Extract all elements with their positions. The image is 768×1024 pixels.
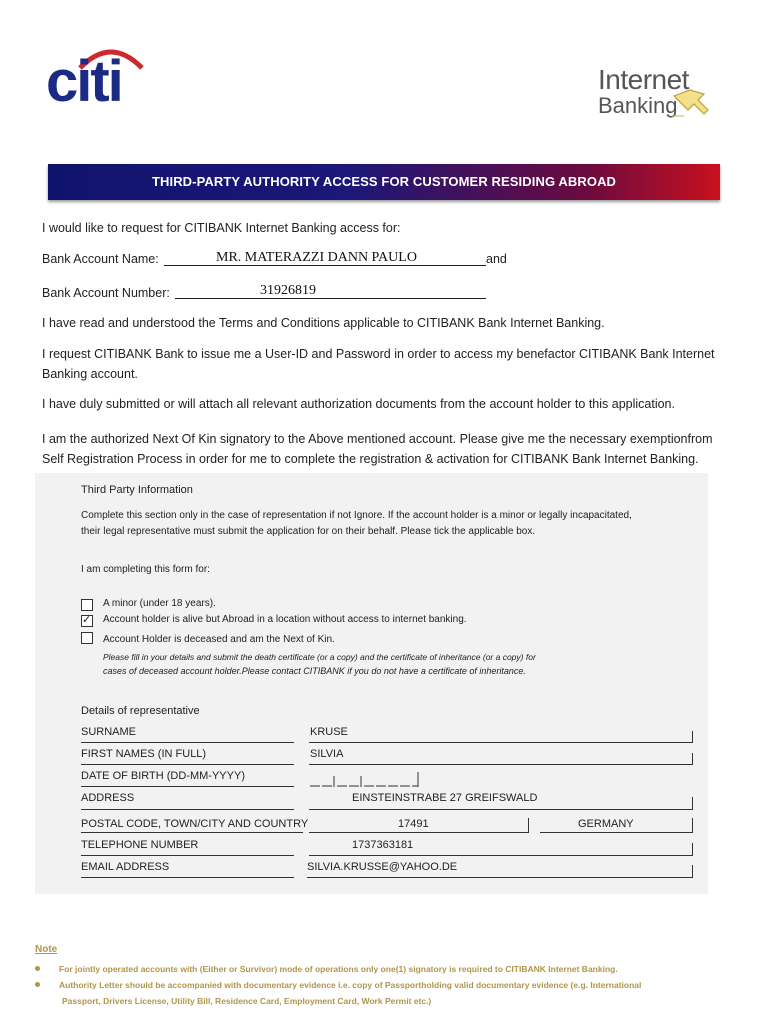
account-number-label: Bank Account Number: (42, 286, 170, 300)
next-of-kin-paragraph-line1: I am the authorized Next Of Kin signatory to the Above mentioned account. Please give me the necessary exemptionfrom (42, 432, 713, 446)
account-number-underline (175, 298, 486, 299)
surname-tick (692, 731, 693, 743)
address-label: ADDRESS (81, 792, 135, 804)
postal-code-tick (528, 818, 529, 833)
note-title: Note (35, 944, 58, 955)
country-value[interactable]: GERMANY (578, 818, 634, 830)
postal-code-line (309, 832, 528, 833)
email-tick (692, 865, 693, 878)
internet-banking-line1: Internet (598, 64, 689, 95)
next-of-kin-paragraph-line2: Self Registration Process in order for me to complete the registration & activation for CITIBANK Bank Internet Banking. (42, 452, 699, 466)
internet-banking-line2: Banking (598, 93, 678, 118)
account-name-label: Bank Account Name: (42, 252, 159, 266)
checkmark-icon: ✓ (82, 614, 92, 626)
telephone-value[interactable]: 1737363181 (352, 839, 414, 851)
address-tick (692, 797, 693, 810)
minor-checkbox[interactable] (81, 599, 93, 611)
deceased-note-line1: Please fill in your details and submit the death certificate (or a copy) and the certificate of inheritance (or a copy) for (103, 652, 536, 662)
account-name-value: MR. MATERAZZI DANN PAULO (216, 250, 417, 265)
third-party-desc-line2: their legal representative must submit the application for on their behalf. Please tick the applicable box. (81, 526, 536, 537)
deceased-option-label: Account Holder is deceased and am the Next of Kin. (103, 634, 335, 645)
note-item-2: Authority Letter should be accompanied with documentary evidence i.e. copy of Passportholding valid documentary evidence (e.g. International (59, 980, 642, 990)
request-line: I would like to request for CITIBANK Internet Banking access for: (42, 221, 401, 235)
surname-label: SURNAME (81, 726, 137, 738)
email-label: EMAIL ADDRESS (81, 861, 170, 873)
surname-value[interactable]: KRUSE (310, 726, 348, 738)
citi-logo-text: citi (46, 49, 122, 114)
deceased-checkbox[interactable] (81, 632, 93, 644)
dob-label-line (81, 786, 294, 787)
banner-title: THIRD-PARTY AUTHORITY ACCESS FOR CUSTOMER RESIDING ABROAD (151, 174, 617, 189)
terms-paragraph: I have read and understood the Terms and Conditions applicable to CITIBANK Bank Internet Banking. (42, 316, 605, 330)
account-number-value: 31926819 (260, 283, 316, 298)
email-value[interactable]: SILVIA.KRUSSE@YAHOO.DE (307, 861, 458, 873)
note-bullet-1 (35, 966, 40, 971)
completing-for-label: I am completing this form for: (81, 564, 210, 575)
documents-paragraph: I have duly submitted or will attach all relevant authorization documents from the account holder to this application. (42, 397, 675, 411)
representative-heading: Details of representative (81, 705, 200, 717)
postal-label-line (81, 832, 303, 833)
deceased-note-line2: cases of deceased account holder.Please contact CITIBANK if you do not have a certificate of inheritance. (103, 666, 526, 676)
telephone-label-line (81, 855, 294, 856)
email-value-line (307, 877, 692, 878)
first-names-label: FIRST NAMES (IN FULL) (81, 748, 207, 760)
minor-option-label: A minor (under 18 years). (103, 598, 216, 609)
note-item-1: For jointly operated accounts with (Either or Survivor) mode of operations only one(1) signatory is required to CITIBANK Internet Banking. (59, 964, 618, 974)
postal-code-value[interactable]: 17491 (398, 818, 429, 830)
surname-label-line (81, 742, 294, 743)
title-banner (48, 164, 720, 200)
first-names-label-line (81, 764, 294, 765)
first-names-value-line (309, 764, 692, 765)
userid-paragraph-line2: Banking account. (42, 367, 138, 381)
address-value-line (309, 809, 692, 810)
dob-input-boxes[interactable] (308, 770, 424, 790)
telephone-label: TELEPHONE NUMBER (81, 839, 199, 851)
dob-label: DATE OF BIRTH (DD-MM-YYYY) (81, 770, 245, 782)
note-bullet-2 (35, 982, 40, 987)
telephone-tick (692, 843, 693, 856)
country-tick (692, 818, 693, 833)
address-label-line (81, 809, 294, 810)
and-text: and (486, 252, 507, 266)
address-value[interactable]: EINSTEINSTRABE 27 GREIFSWALD (352, 792, 538, 804)
first-names-value[interactable]: SILVIA (310, 748, 344, 760)
surname-value-line (309, 742, 692, 743)
third-party-heading: Third Party Information (81, 484, 193, 496)
userid-paragraph-line1: I request CITIBANK Bank to issue me a User-ID and Password in order to access my benefactor CITIBANK Bank Internet (42, 347, 715, 361)
email-label-line (81, 877, 294, 878)
citi-logo (46, 42, 146, 114)
third-party-desc-line1: Complete this section only in the case of representation if not Ignore. If the account holder is a minor or legally incapacitated, (81, 510, 632, 521)
pointing-hand-icon (670, 88, 710, 120)
telephone-value-line (309, 855, 692, 856)
abroad-checkbox[interactable] (81, 615, 93, 627)
note-item-2-continued: Passport, Drivers License, Utility Bill, Residence Card, Employment Card, Work Permit etc.) (62, 996, 432, 1006)
postal-label: POSTAL CODE, TOWN/CITY AND COUNTRY (81, 818, 309, 830)
first-names-tick (692, 753, 693, 765)
internet-banking-logo (596, 66, 722, 124)
country-line (540, 832, 692, 833)
abroad-option-label: Account holder is alive but Abroad in a location without access to internet banking. (103, 614, 467, 625)
